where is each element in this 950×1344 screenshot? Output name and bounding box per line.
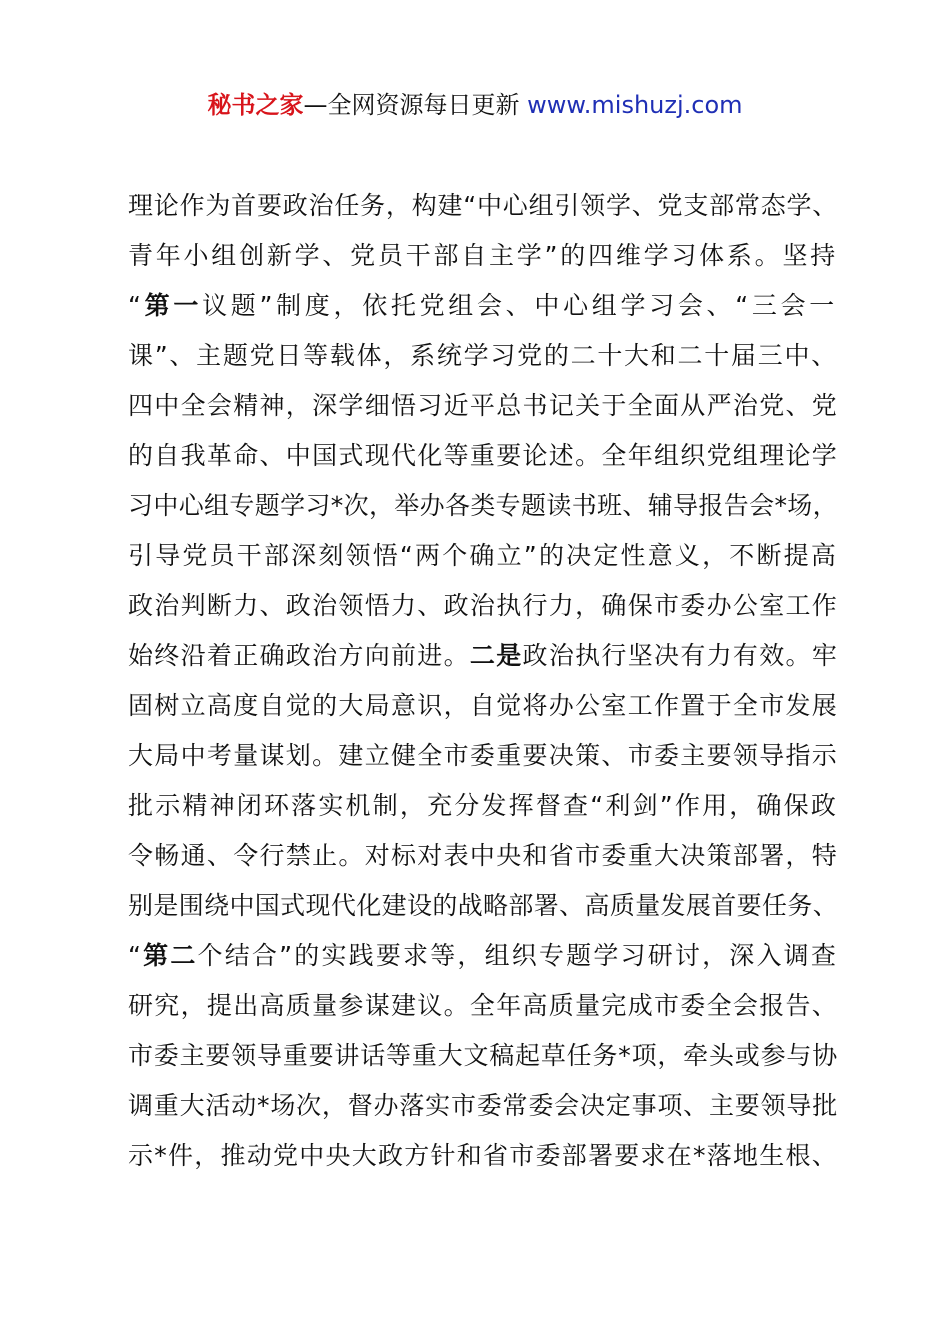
document-body (128, 181, 838, 1181)
text-line: 批示精神闭环落实机制，充分发挥督查“利剑”作用，确保政 (128, 791, 839, 820)
site-url-link[interactable]: www.mishuzj.com (527, 91, 743, 119)
text-line: “第一议题”制度，依托党组会、中心组学习会、“三会一 (128, 291, 838, 320)
text-line: 研究，提出高质量参谋建议。全年高质量完成市委全会报告、 (128, 991, 839, 1020)
site-header (0, 88, 950, 122)
text-line: 课”、主题党日等载体，系统学习党的二十大和二十届三中、 (128, 341, 838, 370)
bold-emphasis: 二是 (469, 641, 523, 670)
site-tagline: —全网资源每日更新 (303, 91, 528, 119)
text-line: 的自我革命、中国式现代化等重要论述。全年组织党组理论学 (128, 441, 839, 470)
text-line: 市委主要领导重要讲话等重大文稿起草任务*项，牵头或参与协 (128, 1041, 838, 1070)
text-line: 引导党员干部深刻领悟“两个确立”的决定性意义，不断提高 (128, 541, 839, 570)
bold-emphasis: 第二 (143, 941, 198, 970)
text-line: 理论作为首要政治任务，构建“中心组引领学、党支部常态学、 (128, 191, 839, 220)
text-line: 令畅通、令行禁止。对标对表中央和省市委重大决策部署，特 (128, 841, 839, 870)
text-line: 示*件，推动党中央大政方针和省市委部署要求在*落地生根、 (128, 1141, 839, 1170)
text-line: 四中全会精神，深学细悟习近平总书记关于全面从严治党、党 (128, 391, 839, 420)
text-line: 大局中考量谋划。建立健全市委重要决策、市委主要领导指示 (128, 741, 839, 770)
text-line: 始终沿着正确政治方向前进。二是政治执行坚决有力有效。牢 (128, 641, 839, 670)
text-line: 习中心组专题学习*次，举办各类专题读书班、辅导报告会*场， (128, 491, 838, 520)
text-line: 别是围绕中国式现代化建设的战略部署、高质量发展首要任务、 (128, 891, 839, 920)
text-line: 青年小组创新学、党员干部自主学”的四维学习体系。坚持 (128, 241, 838, 270)
text-line: 调重大活动*场次，督办落实市委常委会决定事项、主要领导批 (128, 1091, 838, 1120)
text-line: “第二个结合”的实践要求等，组织专题学习研讨，深入调查 (128, 941, 839, 970)
bold-emphasis: 第一 (144, 291, 203, 320)
site-brand: 秘书之家 (207, 91, 304, 119)
text-line: 固树立高度自觉的大局意识，自觉将办公室工作置于全市发展 (128, 691, 839, 720)
text-line: 政治判断力、政治领悟力、政治执行力，确保市委办公室工作 (128, 591, 839, 620)
